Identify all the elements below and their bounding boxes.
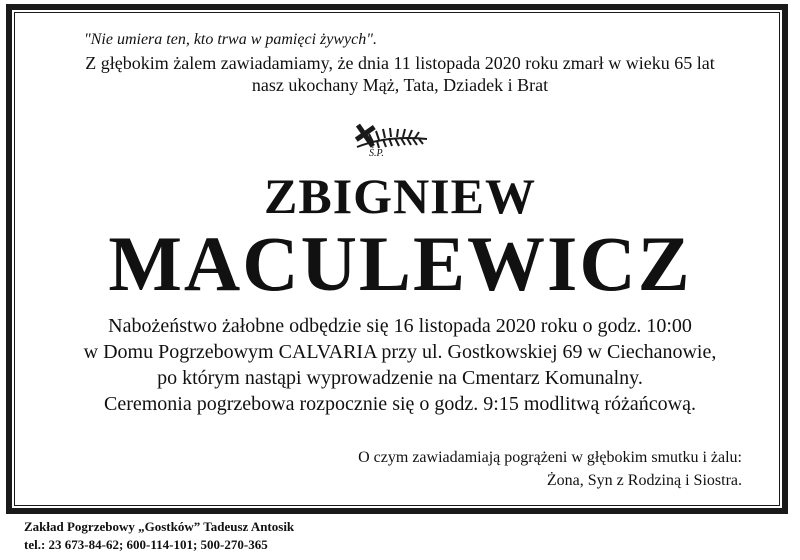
cross-with-palm-icon — [343, 117, 433, 161]
deceased-first-name: ZBIGNIEW — [264, 168, 536, 224]
announcement-line-1: Z głębokim żalem zawiadamiamy, że dnia 11 listopada 2020 roku zmarł w wieku 65 lat — [85, 53, 715, 73]
mourners-line-1: O czym zawiadamiają pogrążeni w głębokim smutku i żalu: — [358, 449, 742, 466]
funeral-home-name: Zakład Pogrzebowy „Gostków” Tadeusz Antosik — [24, 519, 295, 534]
mourners-line-2: Żona, Syn z Rodziną i Siostra. — [546, 472, 742, 489]
service-line-4: Ceremonia pogrzebowa rozpocznie się o godz. 9:15 modlitwą różańcową. — [103, 393, 696, 415]
deceased-last-name: MACULEWICZ — [108, 220, 692, 307]
service-line-3: po którym nastąpi wyprowadzenie na Cmentarz Komunalny. — [157, 367, 643, 389]
announcement-line-2: nasz ukochany Mąż, Tata, Dziadek i Brat — [251, 75, 549, 95]
service-line-2: w Domu Pogrzebowym CALVARIA przy ul. Gostkowskiej 69 w Ciechanowie, — [83, 341, 717, 363]
funeral-home-phones: tel.: 23 673-84-62; 600-114-101; 500-270-365 — [24, 537, 268, 552]
sp-caption: Ś.P. — [369, 148, 384, 159]
motto-quote: "Nie umiera ten, kto trwa w pamięci żywych". — [84, 31, 377, 48]
service-line-1: Nabożeństwo żałobne odbędzie się 16 listopada 2020 roku o godz. 10:00 — [108, 315, 692, 337]
